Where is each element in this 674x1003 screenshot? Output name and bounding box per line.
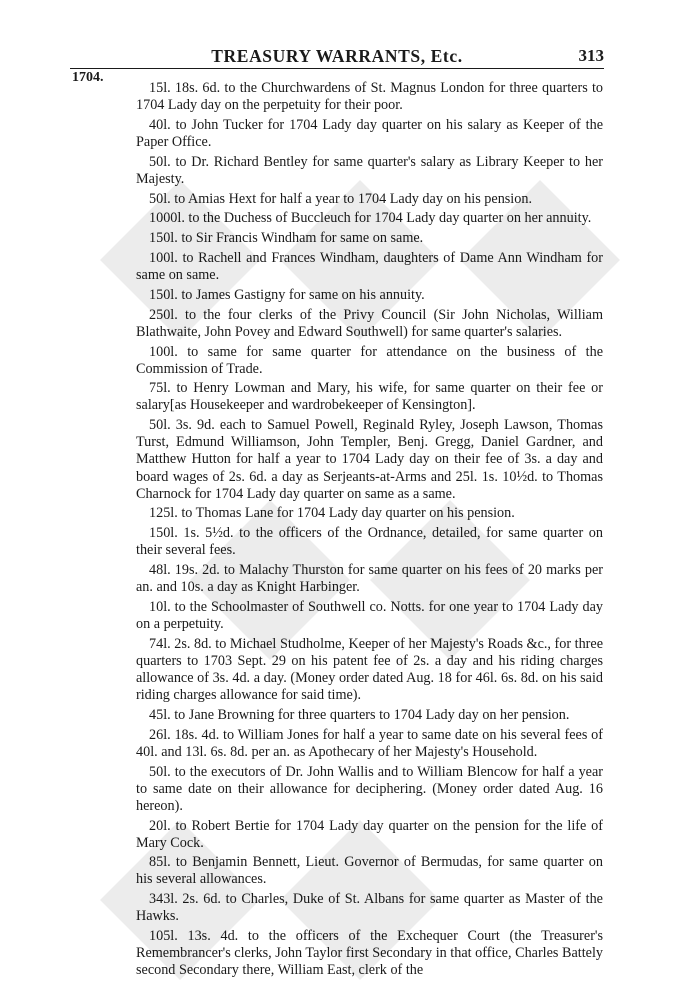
warrant-entry: 150l. to Sir Francis Windham for same on same.	[149, 230, 424, 247]
warrant-entry: 150l. to James Gastigny for same on his annuity.	[149, 286, 425, 303]
warrant-entry: 85l. to Benjamin Bennett, Lieut. Governor of Bermudas, for same quarter on his several allowances.	[136, 854, 603, 888]
warrant-entry: 20l. to Robert Bertie for 1704 Lady day quarter on the pension for the life of Mary Cock.	[136, 817, 603, 851]
warrant-entry: 50l. to Amias Hext for half a year to 1704 Lady day on his pension.	[149, 190, 532, 207]
warrant-entry: 40l. to John Tucker for 1704 Lady day quarter on his salary as Keeper of the Paper Office.	[136, 116, 603, 150]
warrant-entry: 75l. to Henry Lowman and Mary, his wife, for same quarter on their fee or salary[as Housekeeper and wardrobekeeper of Kensington].	[136, 380, 603, 414]
page-number: 313	[578, 46, 604, 65]
warrant-entry: 150l. 1s. 5½d. to the officers of the Ordnance, detailed, for same quarter on their several fees.	[136, 525, 603, 559]
warrant-entry: 105l. 13s. 4d. to the officers of the Exchequer Court (the Treasurer's Remembrancer's clerks, John Taylor first Secondary in that office, Charles Battely second Secondary there, William East, clerk of the	[136, 928, 603, 979]
running-title: TREASURY WARRANTS, Etc.	[211, 46, 463, 66]
warrant-entry: 45l. to Jane Browning for three quarters to 1704 Lady day on her pension.	[149, 706, 570, 723]
warrant-entry: 100l. to Rachell and Frances Windham, daughters of Dame Ann Windham for same on same.	[136, 249, 603, 284]
warrant-entry: 50l. 3s. 9d. each to Samuel Powell, Reginald Ryley, Joseph Lawson, Thomas Turst, Edmund Williamson, John Templer, Benj. Gregg, Daniel Gardner, and Matthew Hutton for half a year to 1704 Lady day on their fee of 3s. a day and board wages of 2s. 6d. a day as Serjeants-at-Arms and 25l. 1s. 10½d. to Thomas Charnock for 1704 Lady day quarter on same as a same.	[136, 417, 603, 502]
warrant-entry: 50l. to Dr. Richard Bentley for same quarter's salary as Library Keeper to her Majesty.	[136, 153, 603, 187]
warrant-entry: 15l. 18s. 6d. to the Churchwardens of St. Magnus London for three quarters to 1704 Lady day on the perpetuity for their poor.	[136, 80, 603, 114]
header-rule	[70, 68, 604, 69]
warrant-entry: 343l. 2s. 6d. to Charles, Duke of St. Albans for same quarter as Master of the Hawks.	[136, 891, 603, 925]
warrant-entry: 10l. to the Schoolmaster of Southwell co. Notts. for one year to 1704 Lady day on a perpetuity.	[136, 598, 603, 633]
warrant-entry: 74l. 2s. 8d. to Michael Studholme, Keeper of her Majesty's Roads &c., for three quarters to 1703 Sept. 29 on his patent fee of 2s. a day and his riding charges allowance of 3s. 4d. a day. (Money order dated Aug. 18 for 46l. 6s. 8d. on his said riding charges allowance for said time).	[136, 635, 603, 704]
warrant-entry: 100l. to same for same quarter for attendance on the business of the Commission of Trade.	[136, 343, 603, 377]
warrant-entry: 250l. to the four clerks of the Privy Council (Sir John Nicholas, William Blathwaite, John Povey and Edward Southwell) for same quarter's salaries.	[136, 306, 603, 340]
body-text	[136, 80, 603, 979]
warrant-entry: 50l. to the executors of Dr. John Wallis and to William Blencow for half a year to same date on their allowance for deciphering. (Money order dated Aug. 16 hereon).	[136, 763, 603, 814]
warrant-entry: 26l. 18s. 4d. to William Jones for half a year to same date on his several fees of 40l. and 13l. 6s. 8d. per an. as Apothecary of her Majesty's Household.	[136, 726, 603, 760]
warrant-entry: 48l. 19s. 2d. to Malachy Thurston for same quarter on his fees of 20 marks per an. and 10s. a day as Knight Harbinger.	[136, 562, 603, 596]
year-marker: 1704.	[72, 70, 104, 85]
warrant-entry: 1000l. to the Duchess of Buccleuch for 1704 Lady day quarter on her annuity.	[149, 210, 592, 227]
warrant-entry: 125l. to Thomas Lane for 1704 Lady day quarter on his pension.	[149, 505, 515, 522]
page-header	[0, 46, 674, 68]
